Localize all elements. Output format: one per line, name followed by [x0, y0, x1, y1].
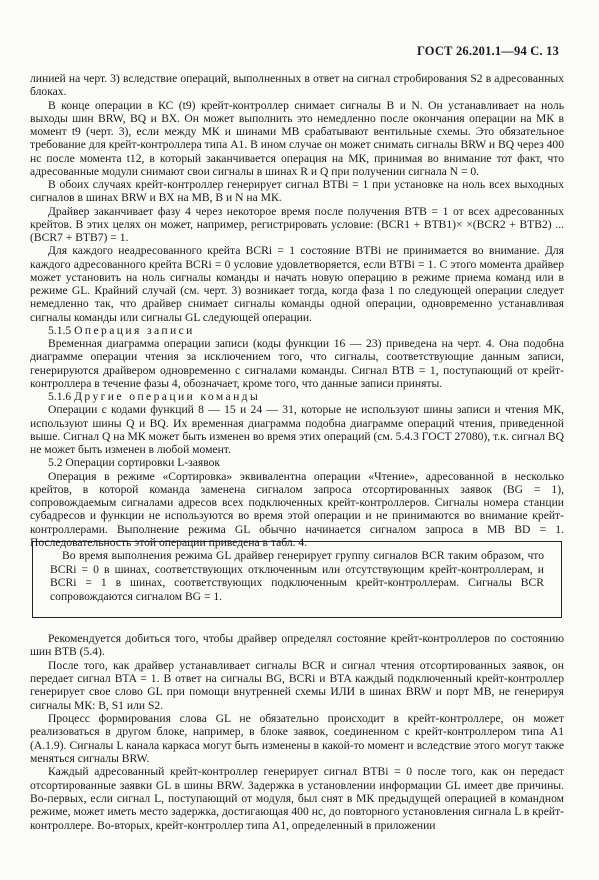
paragraph: Операция в режиме «Сортировка» эквивалентна операции «Чтение», адресованной в несколько крейтов, в которой команда заменена сигналом запроса отсортированных заявок (BG = 1), сопровождаемым сигналами адресов всех подключенных крейт-контроллеров. Сигналы номера станции субадресов и функции не используются во время этой операции и не принимаются во внимание крейт-контроллерами. Выполнение режима GL обычно начинается сигналом запроса в МВ BD = 1. Последовательность этой операции приведена в табл. 4. — [30, 469, 564, 549]
section-number: 5.1.5 — [48, 323, 72, 337]
paragraph: В конце операции в КС (t9) крейт-контроллер снимает сигналы В и N. Он устанавливает на ноль выходы шин BRW, BQ и ВХ. Он может выполнить это немедленно после окончания операции на МК в момент t9 (черт. 3), если между МК и шинами МВ срабатывают вентильные схемы. Это обязательное требование для крейт-контроллера типа А1. В ином случае он может снимать сигналы BRW и BQ через 400 нс после момента t12, в который заканчивается операция на МК, принимая во внимание тот факт, что адресованные модули снимают свои сигналы в шинах R и Q при получении сигнала N = 0. — [30, 98, 564, 178]
paragraph: линией на черт. 3) вследствие операций, выполненных в ответ на сигнал стробирования S2 в адресованных блоках. — [30, 72, 564, 99]
page-header: ГОСТ 26.201.1—94 С. 13 — [416, 44, 559, 58]
section-heading-5-1-5 — [30, 324, 564, 337]
section-title: Другие операции команды — [74, 390, 261, 403]
paragraph: В обоих случаях крейт-контроллер генерирует сигнал BTBi = 1 при установке на ноль всех выходных сигналов в шинах BRW и ВХ на МВ, В и N на МК. — [30, 178, 564, 205]
paragraph: Рекомендуется добиться того, чтобы драйвер определял состояние крейт-контроллеров по состоянию шин BTB (5.4). — [30, 632, 564, 659]
section-heading-5-2: 5.2 Операции сортировки L-заявок — [48, 456, 221, 470]
paragraph: Временная диаграмма операции записи (коды функции 16 — 23) приведена на черт. 4. Она подобна диаграмме операции чтения за исключением того, что сигналы, соответствующие данным записи, генерируются драйвером одновременно с сигналами команды. Сигнал BTB = 1, поступающий от крейт-контроллера в течение фазы 4, обозначает, кроме того, что данные записи приняты. — [30, 337, 564, 390]
paragraph: Каждый адресованный крейт-контроллер генерирует сигнал BTBi = 0 после того, как он передаст отсортированные заявки GL в шины BRW. Задержка в установлении информации GL имеет две причины. Во-первых, если сигнал L, поступающий от модуля, был снят в МК предыдущей операцией в командном режиме, может иметь место задержка, достигающая 400 нс, до повторного установления сигнала L в крейт-контроллере. Во-вторых, крейт-контроллер типа А1, определенный в приложении — [30, 765, 564, 832]
section-title: Операция записи — [74, 323, 195, 337]
paragraph: Драйвер заканчивает фазу 4 через некоторое время после получения BTB = 1 от всех адресованных крейтов. В этих целях он может, например, регистрировать условие: (BCR1 + BTB1)× ×(BCR2 + BTB2) ... (BCR7 + BTB7) = 1. — [30, 204, 564, 244]
document-body-continued — [30, 632, 564, 832]
document-body — [30, 72, 564, 549]
paragraph: Операции с кодами функций 8 — 15 и 24 — 31, которые не используют шины записи и чтения МК, используют шины Q и BQ. Их временная диаграмма подобна диаграмме операций чтения, приведенной выше. Сигнал Q на МК может быть изменен во время этих операций (см. 5.4.3 ГОСТ 27080), т.к. сигнал BQ не может быть изменен в любой момент. — [30, 403, 564, 456]
paragraph: Процесс формирования слова GL не обязательно происходит в крейт-контроллере, он может реализоваться в другом блоке, например, в блоке заявок, соединенном с крейт-контроллером типа А1 (А.1.9). Сигналы L канала каркаса могут быть изменены в какой-то момент и вследствие этого могут также меняться сигналы BRW. — [30, 712, 564, 766]
section-number: 5.1.6 — [48, 390, 72, 403]
boxed-note — [50, 549, 544, 603]
boxed-paragraph: Во время выполнения режима GL драйвер генерирует группу сигналов BCR таким образом, что BCRi = 0 в шинах, соответствующих отключенным или отсутствующим крейт-контроллерам, и BCRi = 1 в шинах, соответствующих подключенным крейт-контроллерам. Сигналы BCR сопровождаются сигналом BG = 1. — [50, 549, 544, 603]
paragraph: Для каждого неадресованного крейта BCRi = 1 состояние BTBi не принимается во внимание. Для каждого адресованного крейта BCRi = 0 условие удовлетворяется, если BTBi = 1. С этого момента драйвер может установить на ноль сигналы команды и начать новую операцию в режиме приема команд или в режиме GL. Крайний случай (см. черт. 3) возникает тогда, когда фаза 1 по следующей операции следует немедленно так, что драйвер снимает сигналы команды одной операции, одновременно устанавливая сигналы команды или сигналы GL следующей операции. — [30, 244, 564, 324]
section-heading-5-1-6 — [30, 390, 564, 403]
paragraph: После того, как драйвер устанавливает сигналы BCR и сигнал чтения отсортированных заявок, он передает сигнал BTA = 1. В ответ на сигналы BG, BCRi и BTA каждый подключенный крейт-контроллер генерирует свое слово GL при помощи внутренней схемы ИЛИ в шинах BRW и порт МВ, не генерируя сигналы МК: В, S1 или S2. — [30, 658, 564, 712]
